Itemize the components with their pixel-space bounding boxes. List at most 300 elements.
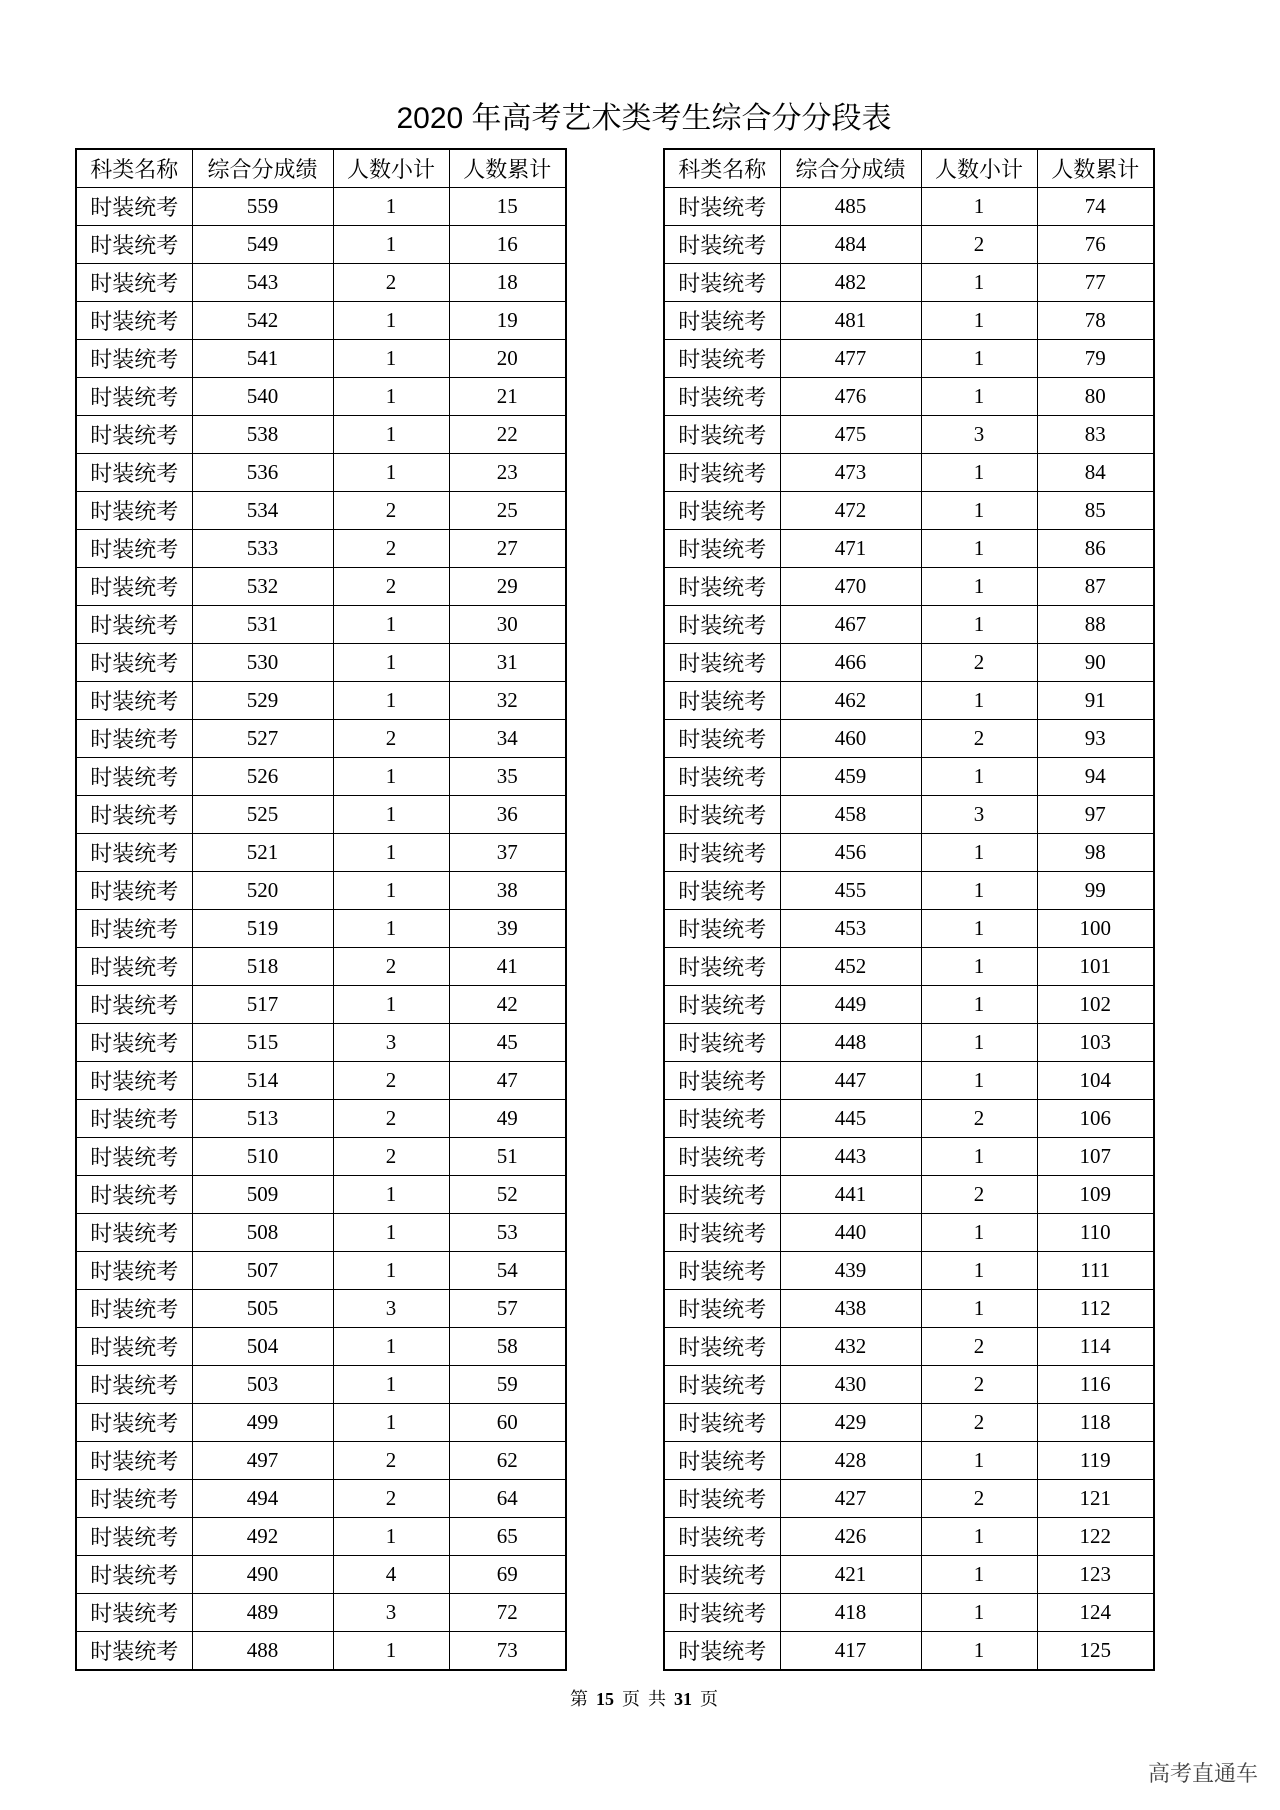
category-cell: 时装统考: [664, 1594, 780, 1632]
score-cell: 439: [780, 1252, 921, 1290]
cumulative-cell: 34: [449, 720, 566, 758]
score-cell: 527: [192, 720, 333, 758]
category-cell: 时装统考: [76, 1214, 192, 1252]
cumulative-cell: 83: [1037, 416, 1154, 454]
count-cell: 1: [921, 1518, 1037, 1556]
current-page-number: 15: [596, 1689, 614, 1709]
score-cell: 521: [192, 834, 333, 872]
category-cell: 时装统考: [664, 530, 780, 568]
cumulative-cell: 47: [449, 1062, 566, 1100]
score-cell: 485: [780, 188, 921, 226]
category-cell: 时装统考: [664, 986, 780, 1024]
score-cell: 530: [192, 644, 333, 682]
table-row: [76, 682, 566, 720]
category-cell: 时装统考: [664, 1214, 780, 1252]
table-row: [76, 986, 566, 1024]
cumulative-cell: 102: [1037, 986, 1154, 1024]
table-row: [664, 1632, 1154, 1671]
table-row: [76, 606, 566, 644]
count-cell: 1: [333, 682, 449, 720]
score-cell: 526: [192, 758, 333, 796]
cumulative-cell: 76: [1037, 226, 1154, 264]
table-row: [76, 1176, 566, 1214]
count-cell: 1: [921, 910, 1037, 948]
table-row: [664, 682, 1154, 720]
cumulative-cell: 79: [1037, 340, 1154, 378]
cumulative-cell: 64: [449, 1480, 566, 1518]
table-row: [76, 454, 566, 492]
score-cell: 513: [192, 1100, 333, 1138]
score-cell: 549: [192, 226, 333, 264]
cumulative-cell: 54: [449, 1252, 566, 1290]
page-number-footer: [0, 1686, 1280, 1712]
count-cell: 1: [921, 872, 1037, 910]
score-cell: 421: [780, 1556, 921, 1594]
score-cell: 456: [780, 834, 921, 872]
table-row: [664, 416, 1154, 454]
table-row: [76, 1632, 566, 1671]
cumulative-cell: 98: [1037, 834, 1154, 872]
count-cell: 1: [921, 1442, 1037, 1480]
table-row: [76, 1480, 566, 1518]
count-cell: 1: [333, 454, 449, 492]
category-cell: 时装统考: [664, 796, 780, 834]
cumulative-cell: 58: [449, 1328, 566, 1366]
category-cell: 时装统考: [76, 758, 192, 796]
count-cell: 1: [333, 910, 449, 948]
cumulative-cell: 41: [449, 948, 566, 986]
count-cell: 2: [333, 948, 449, 986]
category-cell: 时装统考: [664, 682, 780, 720]
score-cell: 532: [192, 568, 333, 606]
count-cell: 2: [333, 1442, 449, 1480]
cumulative-cell: 106: [1037, 1100, 1154, 1138]
count-cell: 2: [333, 530, 449, 568]
count-cell: 2: [921, 226, 1037, 264]
category-cell: 时装统考: [76, 264, 192, 302]
table-row: [76, 1556, 566, 1594]
category-cell: 时装统考: [664, 1404, 780, 1442]
score-cell: 538: [192, 416, 333, 454]
count-cell: 2: [921, 720, 1037, 758]
score-cell: 466: [780, 644, 921, 682]
table-row: [664, 530, 1154, 568]
total-pages-number: 31: [674, 1689, 692, 1709]
cumulative-cell: 30: [449, 606, 566, 644]
table-row: [76, 340, 566, 378]
cumulative-cell: 109: [1037, 1176, 1154, 1214]
category-cell: 时装统考: [76, 530, 192, 568]
count-cell: 2: [333, 1138, 449, 1176]
category-cell: 时装统考: [76, 1062, 192, 1100]
category-cell: 时装统考: [664, 834, 780, 872]
count-cell: 1: [333, 1328, 449, 1366]
score-cell: 452: [780, 948, 921, 986]
category-cell: 时装统考: [76, 302, 192, 340]
count-cell: 1: [921, 378, 1037, 416]
score-cell: 507: [192, 1252, 333, 1290]
score-table-left: [75, 148, 567, 1671]
score-cell: 492: [192, 1518, 333, 1556]
category-cell: 时装统考: [664, 948, 780, 986]
page-label: 第: [570, 1689, 588, 1709]
count-cell: 1: [921, 1138, 1037, 1176]
table-row: [664, 720, 1154, 758]
cumulative-cell: 62: [449, 1442, 566, 1480]
category-cell: 时装统考: [664, 264, 780, 302]
count-cell: 2: [333, 1480, 449, 1518]
category-cell: 时装统考: [76, 1328, 192, 1366]
score-cell: 418: [780, 1594, 921, 1632]
score-cell: 541: [192, 340, 333, 378]
count-cell: 1: [333, 796, 449, 834]
score-cell: 508: [192, 1214, 333, 1252]
count-cell: 1: [333, 872, 449, 910]
header-score: 综合分成绩: [192, 149, 333, 188]
score-cell: 517: [192, 986, 333, 1024]
cumulative-cell: 23: [449, 454, 566, 492]
cumulative-cell: 97: [1037, 796, 1154, 834]
table-row: [76, 796, 566, 834]
cumulative-cell: 119: [1037, 1442, 1154, 1480]
cumulative-cell: 85: [1037, 492, 1154, 530]
category-cell: 时装统考: [76, 378, 192, 416]
table-row: [76, 720, 566, 758]
cumulative-cell: 57: [449, 1290, 566, 1328]
count-cell: 3: [333, 1290, 449, 1328]
count-cell: 1: [921, 1252, 1037, 1290]
cumulative-cell: 73: [449, 1632, 566, 1671]
cumulative-cell: 111: [1037, 1252, 1154, 1290]
table-row: [664, 1594, 1154, 1632]
category-cell: 时装统考: [664, 378, 780, 416]
table-row: [664, 796, 1154, 834]
table-row: [76, 492, 566, 530]
category-cell: 时装统考: [664, 568, 780, 606]
cumulative-cell: 88: [1037, 606, 1154, 644]
score-cell: 518: [192, 948, 333, 986]
category-cell: 时装统考: [76, 1024, 192, 1062]
score-cell: 490: [192, 1556, 333, 1594]
score-table-right: [663, 148, 1155, 1671]
score-cell: 428: [780, 1442, 921, 1480]
table-row: [76, 1518, 566, 1556]
count-cell: 1: [921, 1632, 1037, 1671]
category-cell: 时装统考: [76, 226, 192, 264]
table-row: [664, 606, 1154, 644]
category-cell: 时装统考: [664, 758, 780, 796]
header-cumulative: 人数累计: [449, 149, 566, 188]
table-row: [664, 378, 1154, 416]
count-cell: 1: [921, 682, 1037, 720]
score-cell: 427: [780, 1480, 921, 1518]
score-cell: 462: [780, 682, 921, 720]
table-row: [76, 1100, 566, 1138]
category-cell: 时装统考: [664, 226, 780, 264]
header-row: [664, 149, 1154, 188]
page-label: 页: [700, 1689, 718, 1709]
table-row: [664, 644, 1154, 682]
count-cell: 2: [333, 1062, 449, 1100]
table-row: [664, 1214, 1154, 1252]
count-cell: 1: [333, 1214, 449, 1252]
score-cell: 443: [780, 1138, 921, 1176]
score-cell: 430: [780, 1366, 921, 1404]
count-cell: 1: [921, 606, 1037, 644]
count-cell: 1: [333, 340, 449, 378]
cumulative-cell: 29: [449, 568, 566, 606]
count-cell: 1: [921, 530, 1037, 568]
score-cell: 432: [780, 1328, 921, 1366]
category-cell: 时装统考: [76, 568, 192, 606]
cumulative-cell: 45: [449, 1024, 566, 1062]
source-watermark: 高考直通车: [1147, 1761, 1258, 1786]
category-cell: 时装统考: [664, 1480, 780, 1518]
cumulative-cell: 99: [1037, 872, 1154, 910]
category-cell: 时装统考: [76, 720, 192, 758]
table-row: [76, 834, 566, 872]
score-cell: 476: [780, 378, 921, 416]
table-row: [664, 1252, 1154, 1290]
table-row: [664, 302, 1154, 340]
score-cell: 417: [780, 1632, 921, 1671]
score-cell: 514: [192, 1062, 333, 1100]
count-cell: 2: [921, 1480, 1037, 1518]
table-row: [664, 340, 1154, 378]
table-row: [76, 758, 566, 796]
table-row: [664, 1290, 1154, 1328]
count-cell: 1: [333, 1518, 449, 1556]
count-cell: 1: [921, 188, 1037, 226]
cumulative-cell: 104: [1037, 1062, 1154, 1100]
score-cell: 504: [192, 1328, 333, 1366]
cumulative-cell: 49: [449, 1100, 566, 1138]
score-cell: 534: [192, 492, 333, 530]
header-cumulative: 人数累计: [1037, 149, 1154, 188]
count-cell: 2: [921, 1328, 1037, 1366]
table-row: [76, 910, 566, 948]
category-cell: 时装统考: [664, 1556, 780, 1594]
category-cell: 时装统考: [664, 1252, 780, 1290]
score-cell: 519: [192, 910, 333, 948]
cumulative-cell: 59: [449, 1366, 566, 1404]
score-cell: 536: [192, 454, 333, 492]
count-cell: 2: [921, 1176, 1037, 1214]
header-score: 综合分成绩: [780, 149, 921, 188]
count-cell: 1: [921, 340, 1037, 378]
category-cell: 时装统考: [76, 1442, 192, 1480]
table-row: [664, 1138, 1154, 1176]
count-cell: 4: [333, 1556, 449, 1594]
count-cell: 1: [333, 1404, 449, 1442]
table-row: [76, 264, 566, 302]
category-cell: 时装统考: [664, 416, 780, 454]
table-row: [664, 1100, 1154, 1138]
cumulative-cell: 60: [449, 1404, 566, 1442]
count-cell: 1: [921, 1556, 1037, 1594]
table-row: [664, 1556, 1154, 1594]
count-cell: 1: [333, 188, 449, 226]
count-cell: 1: [333, 834, 449, 872]
cumulative-cell: 100: [1037, 910, 1154, 948]
table-row: [76, 378, 566, 416]
table-row: [664, 1024, 1154, 1062]
table-row: [664, 188, 1154, 226]
category-cell: 时装统考: [664, 1062, 780, 1100]
table-row: [76, 1290, 566, 1328]
count-cell: 2: [921, 1100, 1037, 1138]
score-cell: 525: [192, 796, 333, 834]
category-cell: 时装统考: [76, 1100, 192, 1138]
table-row: [76, 1328, 566, 1366]
table-row: [76, 872, 566, 910]
score-cell: 509: [192, 1176, 333, 1214]
count-cell: 3: [921, 796, 1037, 834]
category-cell: 时装统考: [76, 1366, 192, 1404]
table-row: [664, 568, 1154, 606]
count-cell: 1: [333, 378, 449, 416]
category-cell: 时装统考: [664, 1518, 780, 1556]
table-row: [76, 302, 566, 340]
table-row: [76, 1442, 566, 1480]
category-cell: 时装统考: [76, 1404, 192, 1442]
header-count: 人数小计: [333, 149, 449, 188]
score-cell: 477: [780, 340, 921, 378]
cumulative-cell: 78: [1037, 302, 1154, 340]
cumulative-cell: 84: [1037, 454, 1154, 492]
cumulative-cell: 22: [449, 416, 566, 454]
cumulative-cell: 37: [449, 834, 566, 872]
cumulative-cell: 116: [1037, 1366, 1154, 1404]
score-cell: 503: [192, 1366, 333, 1404]
score-cell: 471: [780, 530, 921, 568]
count-cell: 1: [921, 986, 1037, 1024]
table-row: [664, 986, 1154, 1024]
table-row: [76, 948, 566, 986]
category-cell: 时装统考: [76, 910, 192, 948]
table-row: [664, 264, 1154, 302]
table-row: [664, 910, 1154, 948]
score-cell: 484: [780, 226, 921, 264]
table-row: [664, 226, 1154, 264]
category-cell: 时装统考: [76, 1594, 192, 1632]
cumulative-cell: 87: [1037, 568, 1154, 606]
score-cell: 467: [780, 606, 921, 644]
category-cell: 时装统考: [664, 1100, 780, 1138]
category-cell: 时装统考: [664, 720, 780, 758]
category-cell: 时装统考: [76, 986, 192, 1024]
category-cell: 时装统考: [76, 1632, 192, 1671]
score-cell: 499: [192, 1404, 333, 1442]
category-cell: 时装统考: [76, 188, 192, 226]
category-cell: 时装统考: [76, 1176, 192, 1214]
score-cell: 497: [192, 1442, 333, 1480]
cumulative-cell: 103: [1037, 1024, 1154, 1062]
count-cell: 2: [921, 1366, 1037, 1404]
header-count: 人数小计: [921, 149, 1037, 188]
table-row: [664, 1328, 1154, 1366]
table-row: [664, 834, 1154, 872]
score-cell: 531: [192, 606, 333, 644]
table-row: [76, 1062, 566, 1100]
count-cell: 2: [921, 644, 1037, 682]
cumulative-cell: 36: [449, 796, 566, 834]
table-row: [664, 1518, 1154, 1556]
score-cell: 453: [780, 910, 921, 948]
cumulative-cell: 114: [1037, 1328, 1154, 1366]
table-row: [76, 568, 566, 606]
table-row: [664, 1366, 1154, 1404]
category-cell: 时装统考: [664, 606, 780, 644]
cumulative-cell: 39: [449, 910, 566, 948]
score-cell: 448: [780, 1024, 921, 1062]
score-cell: 529: [192, 682, 333, 720]
table-row: [664, 948, 1154, 986]
category-cell: 时装统考: [76, 1556, 192, 1594]
score-cell: 505: [192, 1290, 333, 1328]
category-cell: 时装统考: [664, 1366, 780, 1404]
cumulative-cell: 25: [449, 492, 566, 530]
cumulative-cell: 21: [449, 378, 566, 416]
count-cell: 2: [921, 1404, 1037, 1442]
table-row: [76, 530, 566, 568]
cumulative-cell: 124: [1037, 1594, 1154, 1632]
score-cell: 440: [780, 1214, 921, 1252]
category-cell: 时装统考: [664, 340, 780, 378]
category-cell: 时装统考: [76, 948, 192, 986]
category-cell: 时装统考: [76, 492, 192, 530]
table-row: [76, 1404, 566, 1442]
count-cell: 1: [333, 1632, 449, 1671]
count-cell: 1: [333, 302, 449, 340]
category-cell: 时装统考: [664, 644, 780, 682]
count-cell: 1: [333, 226, 449, 264]
header-row: [76, 149, 566, 188]
category-cell: 时装统考: [664, 910, 780, 948]
category-cell: 时装统考: [76, 1290, 192, 1328]
table-row: [76, 644, 566, 682]
count-cell: 1: [333, 1176, 449, 1214]
score-cell: 475: [780, 416, 921, 454]
count-cell: 1: [333, 606, 449, 644]
total-label: 共: [648, 1689, 666, 1709]
score-cell: 429: [780, 1404, 921, 1442]
category-cell: 时装统考: [664, 302, 780, 340]
score-cell: 482: [780, 264, 921, 302]
table-row: [664, 1404, 1154, 1442]
page-label: 页: [622, 1689, 640, 1709]
category-cell: 时装统考: [76, 872, 192, 910]
count-cell: 1: [921, 492, 1037, 530]
page-title: 2020 年高考艺术类考生综合分分段表: [396, 102, 892, 135]
cumulative-cell: 121: [1037, 1480, 1154, 1518]
count-cell: 2: [333, 264, 449, 302]
count-cell: 1: [921, 264, 1037, 302]
category-cell: 时装统考: [76, 796, 192, 834]
score-cell: 460: [780, 720, 921, 758]
count-cell: 2: [333, 1100, 449, 1138]
header-category: 科类名称: [76, 149, 192, 188]
cumulative-cell: 90: [1037, 644, 1154, 682]
cumulative-cell: 122: [1037, 1518, 1154, 1556]
category-cell: 时装统考: [76, 340, 192, 378]
cumulative-cell: 42: [449, 986, 566, 1024]
table-row: [76, 188, 566, 226]
cumulative-cell: 86: [1037, 530, 1154, 568]
count-cell: 1: [333, 1252, 449, 1290]
table-row: [664, 758, 1154, 796]
score-cell: 494: [192, 1480, 333, 1518]
